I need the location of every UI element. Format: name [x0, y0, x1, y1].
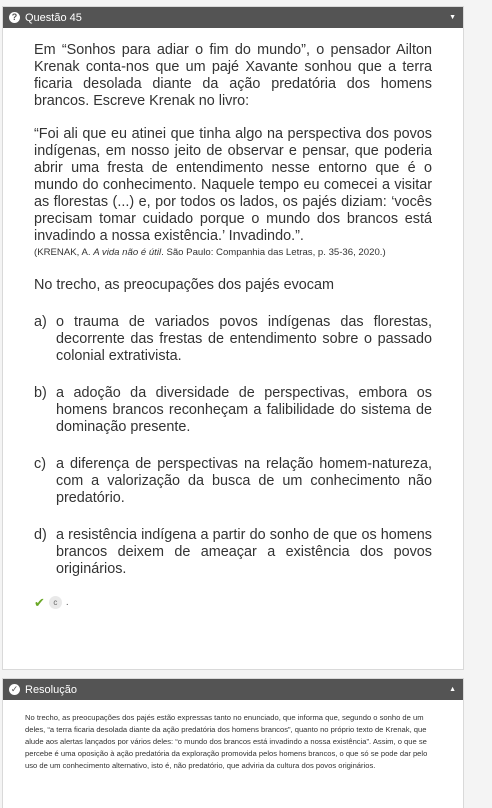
question-quote: “Foi ali que eu atinei que tinha algo na perspectiva dos povos indígenas, em nosso jeito de observar e pensar, que poderia abrir uma fresta de entendimento nesse entorno que é o mundo do conhecimento. Naquele tempo eu comecei a visitar as florestas (...) e, por todos os lados, os pajés diziam: ‘vocês precisam tomar cuidado porque o mundo dos brancos está invadindo a nossa existência.’ Invadindo.”. — [34, 126, 432, 244]
answer-badge: c — [49, 596, 62, 609]
resolution-title: Resolução — [25, 683, 77, 696]
alternative-a[interactable] — [34, 314, 432, 365]
question-circle-icon: ? — [9, 12, 20, 23]
citation-title: A vida não é útil — [93, 247, 162, 258]
resolution-header-left — [9, 684, 77, 696]
alternative-c[interactable] — [34, 456, 432, 507]
resolution-text: No trecho, as preocupações dos pajés estão expressas tanto no enunciado, que informa que, segundo o sonho de um deles, “a terra ficaria desolada diante da ação predatória dos homens brancos”, quanto no próprio texto de Krenak, que alude aos alertas lançados por vários deles: “o mundo dos brancos está invadindo a nossa existência”. Assim, o que se percebe é uma oposição à ação predatória da exploração promovida pelos homens brancos, o que só se pode dar pelo uso de um conhecimento alternativo, isto é, não predatório, que adviria da cultura dos povos originários. — [25, 713, 428, 770]
alternative-d[interactable] — [34, 527, 432, 578]
answer-row — [34, 594, 432, 611]
alternative-text: o trauma de variados povos indígenas das florestas, decorrente das frestas de entendimento sobre o passado colonial extrativista. — [56, 314, 432, 364]
question-title: Questão 45 — [25, 11, 82, 24]
check-icon: ✔ — [34, 595, 45, 610]
alternative-b[interactable] — [34, 385, 432, 436]
expand-caret-icon[interactable]: ▲ — [449, 686, 456, 693]
resolution-body — [3, 700, 463, 772]
question-citation — [34, 246, 432, 259]
alternative-letter: c) — [34, 456, 46, 472]
alternative-text: a resistência indígena a partir do sonho de que os homens brancos deixem de ameaçar a existência dos povos originários. — [56, 527, 432, 577]
alternative-text: a diferença de perspectivas na relação homem-natureza, com a valorização da busca de um conhecimento não predatório. — [56, 456, 432, 506]
question-header[interactable] — [3, 7, 463, 28]
collapse-caret-icon[interactable]: ▼ — [449, 14, 456, 21]
answer-suffix: . — [65, 597, 69, 608]
question-intro: Em “Sonhos para adiar o fim do mundo”, o pensador Ailton Krenak conta-nos que um pajé Xavante sonhou que a terra ficaria desolada diante da ação predatória dos homens brancos. Escreve Krenak no livro: — [34, 42, 432, 109]
alternative-letter: b) — [34, 385, 47, 401]
alternative-letter: a) — [34, 314, 47, 330]
question-header-left — [9, 12, 82, 24]
resolution-header[interactable] — [3, 679, 463, 700]
citation-suffix: . São Paulo: Companhia das Letras, p. 35-36, 2020.) — [161, 247, 386, 258]
check-circle-icon: ✓ — [10, 684, 19, 694]
question-stem: No trecho, as preocupações dos pajés evocam — [34, 277, 334, 293]
alternative-text: a adoção da diversidade de perspectivas, embora os homens brancos reconheçam a falibilidade do sistema de dominação presente. — [56, 385, 432, 435]
question-panel — [2, 6, 464, 670]
resolution-panel — [2, 678, 464, 808]
alternative-letter: d) — [34, 527, 47, 543]
question-body — [3, 28, 463, 611]
citation-prefix: (KRENAK, A. — [34, 247, 94, 258]
